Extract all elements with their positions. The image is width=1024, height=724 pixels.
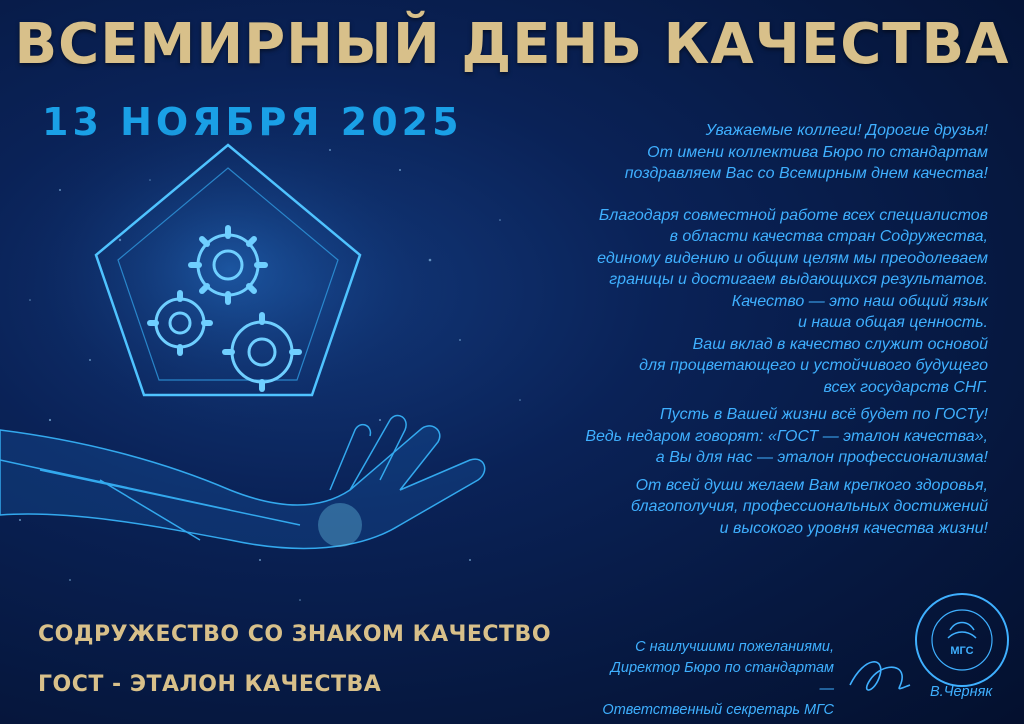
message-line: Ведь недаром говорят: «ГОСТ — эталон качества», bbox=[585, 427, 988, 445]
signature-block bbox=[594, 637, 834, 721]
message-line: От всей души желаем Вам крепкого здоровья, bbox=[635, 476, 988, 494]
signature-icon bbox=[840, 645, 920, 705]
signature-line: С наилучшими пожеланиями, bbox=[635, 639, 834, 655]
event-date: 13 НОЯБРЯ 2025 bbox=[42, 100, 463, 144]
message-line: Уважаемые коллеги! Дорогие друзья! bbox=[705, 122, 988, 139]
message-line: Качество — это наш общий язык bbox=[731, 292, 988, 310]
message-line: Благодаря совместной работе всех специалистов bbox=[598, 206, 988, 224]
message-line: в области качества стран Содружества, bbox=[669, 228, 988, 245]
gears-pentagon-icon bbox=[0, 130, 540, 600]
signatory-name: В.Черняк bbox=[930, 684, 993, 700]
message-line: Ваш вклад в качество служит основой bbox=[692, 335, 988, 353]
seal-abbrev: МГС bbox=[950, 645, 974, 657]
message-line: границы и достигаем выдающихся результатов. bbox=[609, 271, 988, 288]
page-title: ВСЕМИРНЫЙ ДЕНЬ КАЧЕСТВА bbox=[14, 12, 1010, 77]
slogan-commonwealth: СОДРУЖЕСТВО СО ЗНАКОМ КАЧЕСТВО bbox=[38, 622, 552, 647]
message-line: единому видению и общим целям мы преодолеваем bbox=[597, 249, 988, 267]
message-line: всех государств СНГ. bbox=[823, 378, 988, 396]
signature-line: Директор Бюро по стандартам — bbox=[610, 660, 834, 697]
message-line: и высокого уровня качества жизни! bbox=[719, 519, 988, 537]
signature-line: Ответственный секретарь МГС bbox=[602, 702, 834, 718]
message-line: Пусть в Вашей жизни всё будет по ГОСТу! bbox=[660, 406, 988, 423]
message-line: а Вы для нас — эталон профессионализма! bbox=[655, 449, 988, 466]
greeting-message bbox=[468, 120, 988, 539]
message-line: поздравляем Вас со Всемирным днем качества! bbox=[624, 165, 988, 182]
seal-icon bbox=[912, 590, 1012, 690]
message-line: благополучия, профессиональных достижений bbox=[630, 498, 988, 515]
message-line: От имени коллектива Бюро по стандартам bbox=[647, 143, 988, 161]
message-line: и наша общая ценность. bbox=[798, 314, 988, 331]
slogan-gost: ГОСТ - ЭТАЛОН КАЧЕСТВА bbox=[38, 672, 382, 697]
message-line: для процветающего и устойчивого будущего bbox=[639, 357, 988, 374]
